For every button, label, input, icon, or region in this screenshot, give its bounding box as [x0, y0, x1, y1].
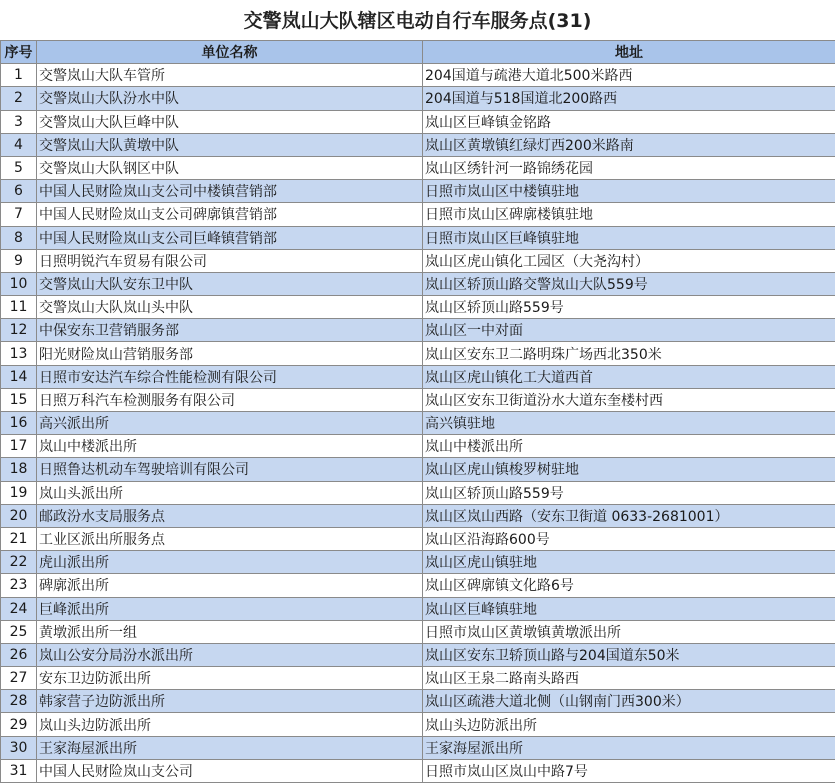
table-row: [1, 667, 835, 690]
row-name: 日照鲁达机动车驾驶培训有限公司: [37, 458, 423, 481]
row-index: 21: [1, 527, 37, 550]
row-address: 岚山中楼派出所: [423, 435, 835, 458]
row-address: 岚山区疏港大道北侧（山钢南门西300米）: [423, 690, 835, 713]
header-name: 单位名称: [37, 41, 423, 64]
row-index: 30: [1, 736, 37, 759]
table-row: [1, 272, 835, 295]
row-address: 岚山区碑廓镇文化路6号: [423, 574, 835, 597]
row-address: 岚山区安东卫街道汾水大道东奎楼村西: [423, 388, 835, 411]
row-name: 交警岚山大队黄墩中队: [37, 133, 423, 156]
row-address: 岚山区王泉二路南头路西: [423, 667, 835, 690]
row-address: 岚山区虎山镇驻地: [423, 551, 835, 574]
row-index: 1: [1, 64, 37, 87]
row-name: 中保安东卫营销服务部: [37, 319, 423, 342]
table-row: [1, 156, 835, 179]
table-body: [1, 64, 835, 783]
table-row: [1, 759, 835, 782]
row-name: 交警岚山大队安东卫中队: [37, 272, 423, 295]
row-index: 5: [1, 156, 37, 179]
table-row: [1, 388, 835, 411]
table-row: [1, 435, 835, 458]
row-index: 28: [1, 690, 37, 713]
row-name: 交警岚山大队汾水中队: [37, 87, 423, 110]
row-address: 岚山区岚山西路（安东卫街道 0633-2681001）: [423, 504, 835, 527]
row-name: 日照明锐汽车贸易有限公司: [37, 249, 423, 272]
row-address: 岚山区绣针河一路锦绣花园: [423, 156, 835, 179]
table-row: [1, 226, 835, 249]
page-title: 交警岚山大队辖区电动自行车服务点(31): [243, 10, 592, 32]
table-row: [1, 133, 835, 156]
row-address: 王家海屋派出所: [423, 736, 835, 759]
row-name: 中国人民财险岚山支公司碑廓镇营销部: [37, 203, 423, 226]
service-points-table: [0, 40, 835, 783]
table-row: [1, 643, 835, 666]
row-name: 岚山公安分局汾水派出所: [37, 643, 423, 666]
row-name: 碑廓派出所: [37, 574, 423, 597]
row-name: 中国人民财险岚山支公司中楼镇营销部: [37, 180, 423, 203]
row-index: 13: [1, 342, 37, 365]
header-index: 序号: [1, 41, 37, 64]
table-row: [1, 504, 835, 527]
row-name: 交警岚山大队车管所: [37, 64, 423, 87]
row-name: 王家海屋派出所: [37, 736, 423, 759]
row-name: 日照市安达汽车综合性能检测有限公司: [37, 365, 423, 388]
table-row: [1, 597, 835, 620]
table-row: [1, 527, 835, 550]
row-index: 2: [1, 87, 37, 110]
table-row: [1, 713, 835, 736]
row-address: 岚山区虎山镇梭罗树驻地: [423, 458, 835, 481]
row-index: 14: [1, 365, 37, 388]
row-address: 岚山区安东卫二路明珠广场西北350米: [423, 342, 835, 365]
row-index: 8: [1, 226, 37, 249]
table-row: [1, 110, 835, 133]
row-address: 岚山区黄墩镇红绿灯西200米路南: [423, 133, 835, 156]
row-name: 黄墩派出所一组: [37, 620, 423, 643]
row-address: 岚山区巨峰镇金铭路: [423, 110, 835, 133]
row-name: 安东卫边防派出所: [37, 667, 423, 690]
row-name: 岚山头边防派出所: [37, 713, 423, 736]
table-row: [1, 620, 835, 643]
row-address: 日照市岚山区中楼镇驻地: [423, 180, 835, 203]
row-index: 12: [1, 319, 37, 342]
row-address: 岚山区虎山镇化工大道西首: [423, 365, 835, 388]
row-address: 岚山区一中对面: [423, 319, 835, 342]
row-index: 10: [1, 272, 37, 295]
row-index: 16: [1, 412, 37, 435]
row-index: 7: [1, 203, 37, 226]
row-address: 岚山区巨峰镇驻地: [423, 597, 835, 620]
row-name: 岚山中楼派出所: [37, 435, 423, 458]
table-row: [1, 342, 835, 365]
row-index: 15: [1, 388, 37, 411]
row-address: 岚山区安东卫轿顶山路与204国道东50米: [423, 643, 835, 666]
row-address: 日照市岚山区黄墩镇黄墩派出所: [423, 620, 835, 643]
row-address: 岚山区沿海路600号: [423, 527, 835, 550]
row-name: 交警岚山大队巨峰中队: [37, 110, 423, 133]
row-index: 31: [1, 759, 37, 782]
row-index: 20: [1, 504, 37, 527]
header-address: 地址: [423, 41, 835, 64]
row-name: 中国人民财险岚山支公司巨峰镇营销部: [37, 226, 423, 249]
row-name: 邮政汾水支局服务点: [37, 504, 423, 527]
row-index: 23: [1, 574, 37, 597]
row-index: 18: [1, 458, 37, 481]
row-address: 日照市岚山区碑廓楼镇驻地: [423, 203, 835, 226]
table-row: [1, 87, 835, 110]
row-name: 虎山派出所: [37, 551, 423, 574]
row-name: 日照万科汽车检测服务有限公司: [37, 388, 423, 411]
table-row: [1, 180, 835, 203]
table-row: [1, 249, 835, 272]
table-row: [1, 690, 835, 713]
table-header-row: [1, 41, 835, 64]
row-address: 岚山头边防派出所: [423, 713, 835, 736]
table-row: [1, 412, 835, 435]
row-index: 17: [1, 435, 37, 458]
row-index: 29: [1, 713, 37, 736]
row-address: 204国道与疏港大道北500米路西: [423, 64, 835, 87]
row-name: 阳光财险岚山营销服务部: [37, 342, 423, 365]
row-index: 6: [1, 180, 37, 203]
row-name: 岚山头派出所: [37, 481, 423, 504]
row-address: 204国道与518国道北200路西: [423, 87, 835, 110]
table-row: [1, 64, 835, 87]
row-name: 交警岚山大队钢区中队: [37, 156, 423, 179]
row-address: 高兴镇驻地: [423, 412, 835, 435]
table-row: [1, 203, 835, 226]
table-row: [1, 574, 835, 597]
table-row: [1, 458, 835, 481]
row-address: 日照市岚山区巨峰镇驻地: [423, 226, 835, 249]
row-index: 19: [1, 481, 37, 504]
row-name: 交警岚山大队岚山头中队: [37, 296, 423, 319]
row-index: 3: [1, 110, 37, 133]
row-address: 岚山区轿顶山路交警岚山大队559号: [423, 272, 835, 295]
row-index: 9: [1, 249, 37, 272]
table-row: [1, 736, 835, 759]
row-name: 巨峰派出所: [37, 597, 423, 620]
row-name: 中国人民财险岚山支公司: [37, 759, 423, 782]
row-name: 韩家营子边防派出所: [37, 690, 423, 713]
row-index: 24: [1, 597, 37, 620]
row-index: 11: [1, 296, 37, 319]
row-index: 22: [1, 551, 37, 574]
row-address: 岚山区轿顶山路559号: [423, 481, 835, 504]
row-name: 高兴派出所: [37, 412, 423, 435]
table-row: [1, 319, 835, 342]
row-name: 工业区派出所服务点: [37, 527, 423, 550]
table-row: [1, 365, 835, 388]
row-index: 25: [1, 620, 37, 643]
row-address: 岚山区虎山镇化工园区（大尧沟村）: [423, 249, 835, 272]
table-row: [1, 481, 835, 504]
row-index: 4: [1, 133, 37, 156]
table-row: [1, 296, 835, 319]
row-address: 日照市岚山区岚山中路7号: [423, 759, 835, 782]
row-index: 26: [1, 643, 37, 666]
row-index: 27: [1, 667, 37, 690]
row-address: 岚山区轿顶山路559号: [423, 296, 835, 319]
table-row: [1, 551, 835, 574]
